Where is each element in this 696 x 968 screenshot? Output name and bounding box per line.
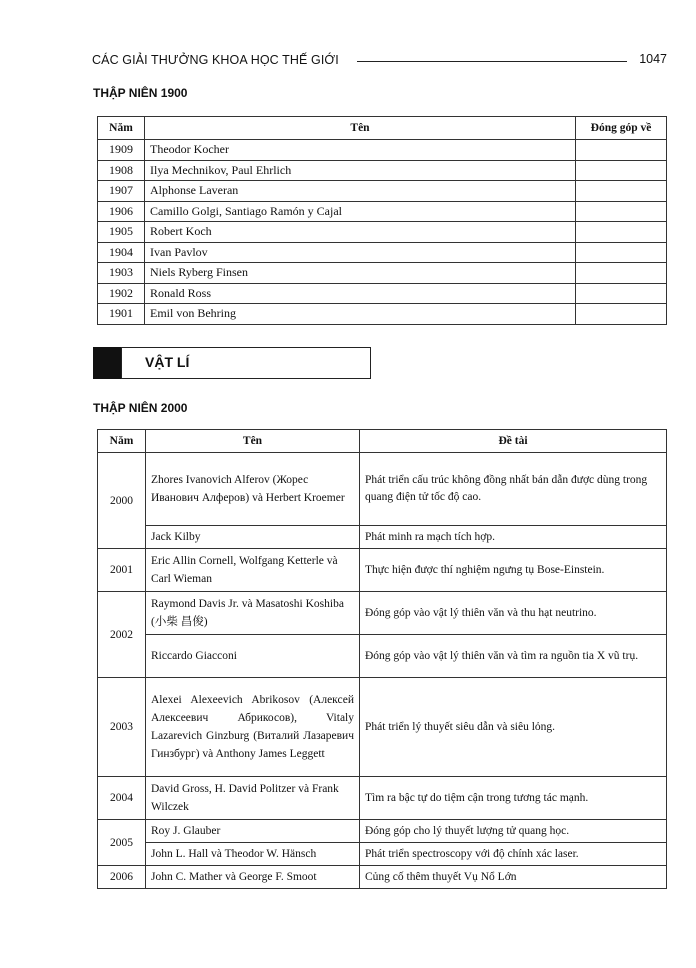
name-cell: Robert Koch xyxy=(145,222,576,243)
name-cell: Alexei Alexeevich Abrikosov (Алексей Алексеевич Абрикосов), Vitaly Lazarevich Ginzburg (Виталий Лазаревич Гинзбург) và Anthony James Leggett xyxy=(146,678,360,777)
topic-cell: Thực hiện được thí nghiệm ngưng tụ Bose-Einstein. xyxy=(360,549,667,592)
name-cell: Ronald Ross xyxy=(145,283,576,304)
table-row xyxy=(98,777,667,820)
contribution-cell xyxy=(576,263,667,284)
contribution-cell xyxy=(576,283,667,304)
year-cell: 1903 xyxy=(98,263,145,284)
section-marker xyxy=(93,347,121,379)
col-name: Tên xyxy=(145,117,576,140)
contribution-cell xyxy=(576,140,667,161)
name-cell: Alphonse Laveran xyxy=(145,181,576,202)
year-cell: 1904 xyxy=(98,242,145,263)
decade-heading-2000: THẬP NIÊN 2000 xyxy=(93,401,188,415)
table-row xyxy=(98,222,667,243)
name-cell: David Gross, H. David Politzer và Frank Wilczek xyxy=(146,777,360,820)
topic-cell: Phát minh ra mạch tích hợp. xyxy=(360,526,667,549)
table-row xyxy=(98,283,667,304)
running-header xyxy=(92,51,667,69)
name-cell: Niels Ryberg Finsen xyxy=(145,263,576,284)
col-topic: Đề tài xyxy=(360,430,667,453)
table-row xyxy=(98,453,667,526)
col-year: Năm xyxy=(98,430,146,453)
col-name: Tên xyxy=(146,430,360,453)
table-row xyxy=(98,549,667,592)
page-number: 1047 xyxy=(639,52,667,66)
year-cell: 1905 xyxy=(98,222,145,243)
contribution-cell xyxy=(576,242,667,263)
year-cell: 2005 xyxy=(98,820,146,866)
topic-cell: Củng cố thêm thuyết Vụ Nổ Lớn xyxy=(360,866,667,889)
year-cell: 2002 xyxy=(98,592,146,678)
header-title: CÁC GIẢI THƯỞNG KHOA HỌC THẾ GIỚI xyxy=(92,53,339,67)
topic-cell: Phát triển spectroscopy với độ chính xác laser. xyxy=(360,843,667,866)
table-row xyxy=(98,140,667,161)
year-cell: 1908 xyxy=(98,160,145,181)
table-row xyxy=(98,592,667,635)
table-1900s xyxy=(97,116,667,325)
table-header-row xyxy=(98,117,667,140)
year-cell: 2000 xyxy=(98,453,146,549)
name-cell: John L. Hall và Theodor W. Hänsch xyxy=(146,843,360,866)
header-rule xyxy=(357,61,627,62)
topic-cell: Đóng góp vào vật lý thiên văn và tìm ra nguồn tia X vũ trụ. xyxy=(360,635,667,678)
section-banner xyxy=(93,347,371,379)
decade-heading-1900: THẬP NIÊN 1900 xyxy=(93,86,188,100)
table-row xyxy=(98,866,667,889)
year-cell: 2001 xyxy=(98,549,146,592)
contribution-cell xyxy=(576,160,667,181)
topic-cell: Tìm ra bậc tự do tiệm cận trong tương tác mạnh. xyxy=(360,777,667,820)
col-year: Năm xyxy=(98,117,145,140)
table-row xyxy=(98,181,667,202)
topic-cell: Phát triển lý thuyết siêu dẫn và siêu lỏng. xyxy=(360,678,667,777)
table-row xyxy=(98,635,667,678)
table-row xyxy=(98,242,667,263)
table-header-row xyxy=(98,430,667,453)
year-cell: 1901 xyxy=(98,304,145,325)
year-cell: 1902 xyxy=(98,283,145,304)
contribution-cell xyxy=(576,181,667,202)
section-title: VẬT LÍ xyxy=(145,354,190,370)
name-cell: Raymond Davis Jr. và Masatoshi Koshiba (小柴 昌俊) xyxy=(146,592,360,635)
col-contribution: Đóng góp về xyxy=(576,117,667,140)
name-cell: Theodor Kocher xyxy=(145,140,576,161)
name-cell: Ilya Mechnikov, Paul Ehrlich xyxy=(145,160,576,181)
year-cell: 1907 xyxy=(98,181,145,202)
name-cell: Eric Allin Cornell, Wolfgang Ketterle và Carl Wieman xyxy=(146,549,360,592)
year-cell: 2004 xyxy=(98,777,146,820)
contribution-cell xyxy=(576,304,667,325)
table-row xyxy=(98,820,667,843)
name-cell: Roy J. Glauber xyxy=(146,820,360,843)
table-row xyxy=(98,678,667,777)
table-row xyxy=(98,304,667,325)
table-2000s xyxy=(97,429,667,889)
name-cell: Zhores Ivanovich Alferov (Жорес Иванович Алферов) và Herbert Kroemer xyxy=(146,453,360,526)
year-cell: 2003 xyxy=(98,678,146,777)
year-cell: 1909 xyxy=(98,140,145,161)
name-cell: Ivan Pavlov xyxy=(145,242,576,263)
contribution-cell xyxy=(576,201,667,222)
name-cell: Camillo Golgi, Santiago Ramón y Cajal xyxy=(145,201,576,222)
name-cell: Jack Kilby xyxy=(146,526,360,549)
name-cell: Emil von Behring xyxy=(145,304,576,325)
topic-cell: Đóng góp vào vật lý thiên văn và thu hạt neutrino. xyxy=(360,592,667,635)
year-cell: 1906 xyxy=(98,201,145,222)
table-row xyxy=(98,843,667,866)
year-cell: 2006 xyxy=(98,866,146,889)
table-row xyxy=(98,263,667,284)
topic-cell: Phát triển cấu trúc không đồng nhất bán dẫn được dùng trong quang điện tử tốc độ cao. xyxy=(360,453,667,526)
table-row xyxy=(98,201,667,222)
table-row xyxy=(98,526,667,549)
contribution-cell xyxy=(576,222,667,243)
name-cell: Riccardo Giacconi xyxy=(146,635,360,678)
topic-cell: Đóng góp cho lý thuyết lượng tử quang học. xyxy=(360,820,667,843)
table-row xyxy=(98,160,667,181)
name-cell: John C. Mather và George F. Smoot xyxy=(146,866,360,889)
